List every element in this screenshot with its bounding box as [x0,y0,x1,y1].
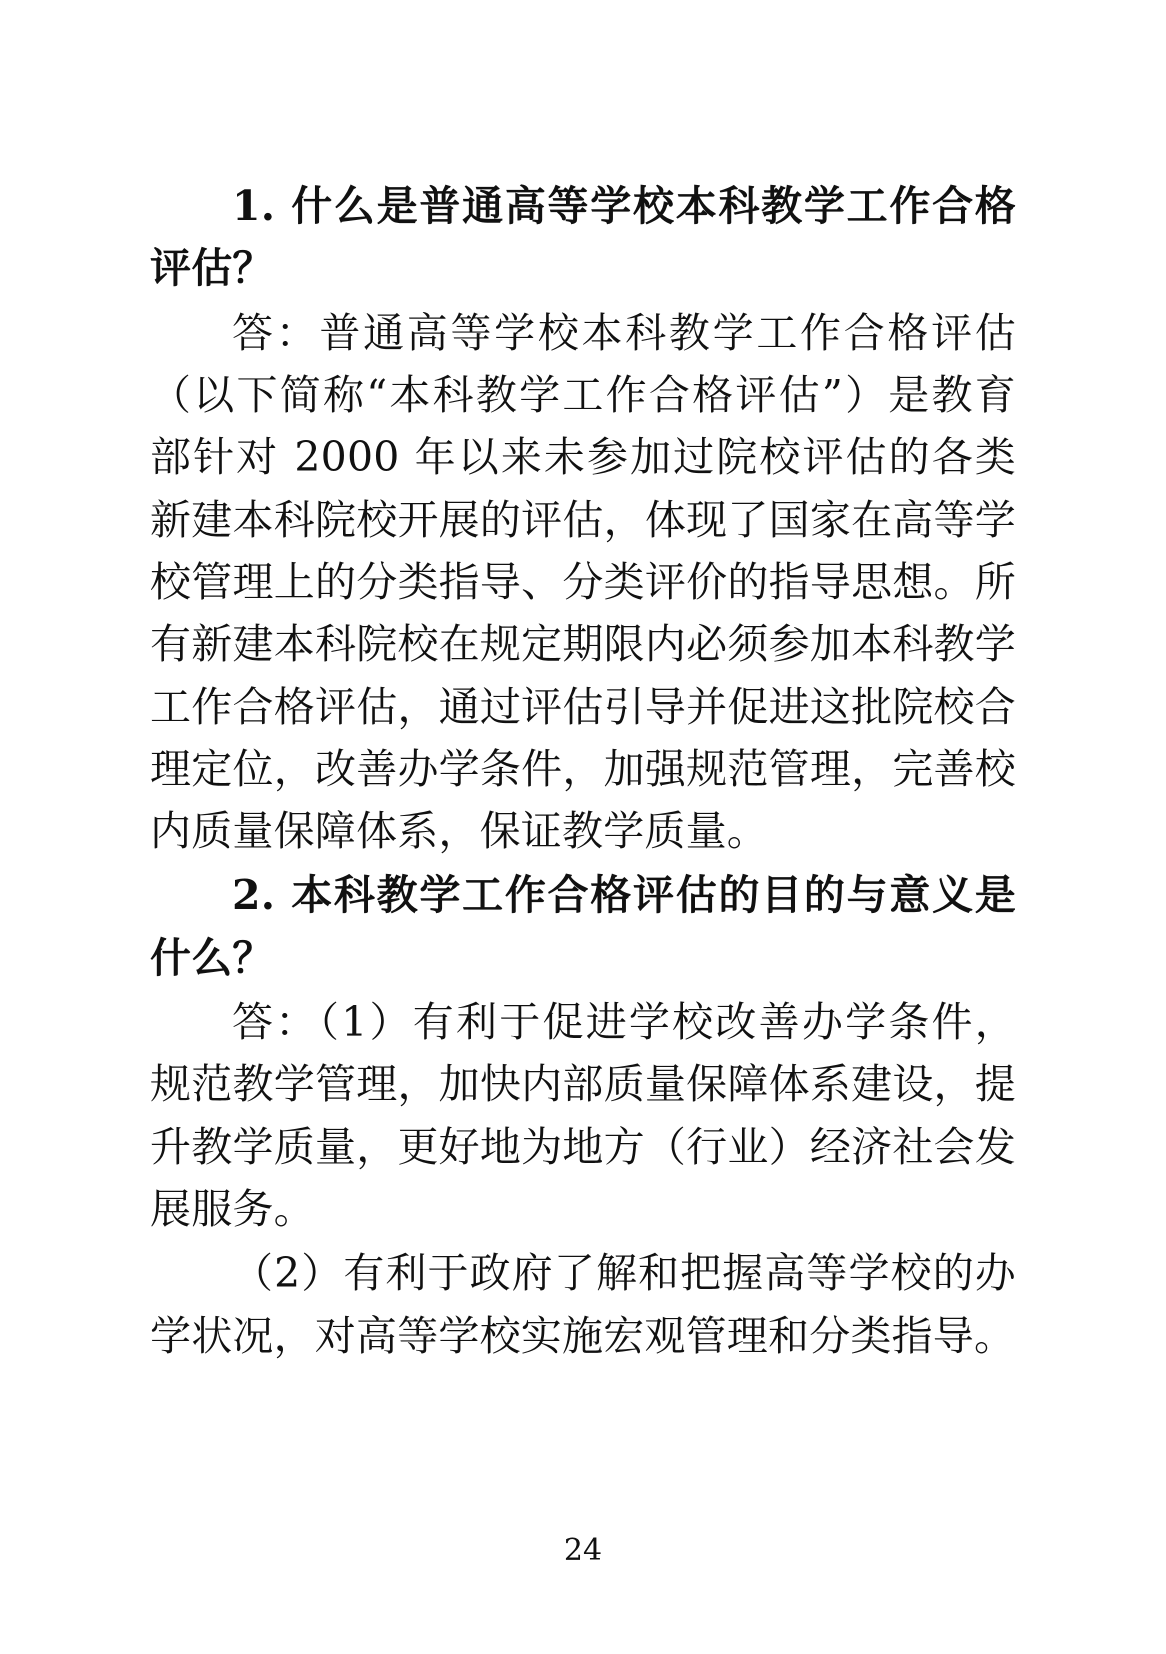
question-2: 2. 本科教学工作合格评估的目的与意义是什么？ [150,871,1016,982]
answer-2: 答：（1）有利于促进学校改善办学条件，规范教学管理，加快内部质量保障体系建设，提升教学质量，更好地为地方（行业）经济社会发展服务。 [150,998,1016,1233]
page-number: 24 [563,1533,603,1568]
question-1: 1. 什么是普通高等学校本科教学工作合格评估？ [150,182,1016,293]
answer-1: 答：普通高等学校本科教学工作合格评估（以下简称“本科教学工作合格评估”）是教育部针对 2000 年以来未参加过院校评估的各类新建本科院校开展的评估，体现了国家在高等学校管理上的分类指导、分类评价的指导思想。所有新建本科院校在规定期限内必须参加本科教学工作合格评估，通过评估引导并促进这批院校合理定位，改善办学条件，加强规范管理，完善校内质量保障体系，保证教学质量。 [150,308,1016,856]
answer-2-continued: （2）有利于政府了解和把握高等学校的办学状况，对高等学校实施宏观管理和分类指导。 [150,1249,1016,1360]
document-body [150,175,1016,1367]
